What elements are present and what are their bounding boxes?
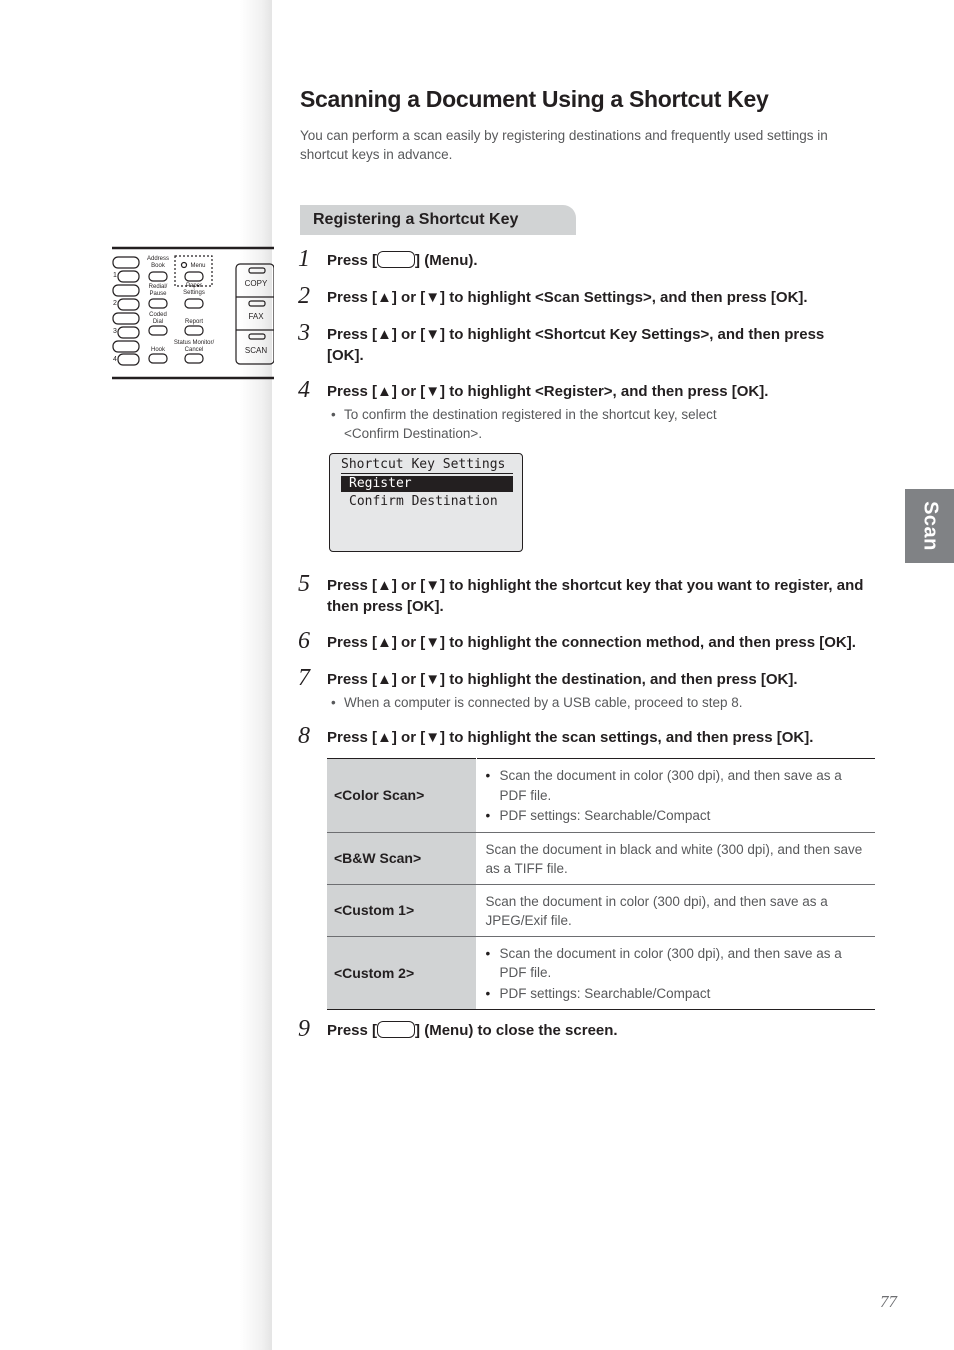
- step-text: Press [ ] (Menu).: [327, 252, 478, 269]
- lcd-screen: [329, 453, 523, 552]
- setting-label: <B&W Scan>: [327, 832, 476, 884]
- address-book-label-1: Address: [146, 256, 170, 262]
- report-label: Report: [184, 319, 204, 325]
- chapter-tab-scan[interactable]: Scan: [905, 489, 954, 563]
- page-title: Scanning a Document Using a Shortcut Key: [300, 86, 769, 112]
- menu-key-icon: [377, 251, 415, 268]
- setting-label: <Custom 2>: [327, 936, 476, 1010]
- paper-label-1: Paper: [185, 283, 203, 289]
- paper-settings-key: [185, 299, 203, 308]
- step-number: 1: [298, 246, 310, 272]
- intro-text: You can perform a scan easily by registering destinations and frequently used settings in shortcut keys in advance.: [300, 128, 828, 162]
- copy-key: [249, 268, 265, 273]
- setting-description: Scan the document in color (300 dpi), and then save as a JPEG/Exif file.: [476, 884, 875, 936]
- menu-key-icon: [377, 1021, 415, 1038]
- operation-panel-illustration: [112, 246, 274, 380]
- one-touch-label-2: 2: [113, 300, 117, 307]
- hook-key: [149, 354, 167, 363]
- step-number: 6: [298, 628, 310, 654]
- table-row: [327, 884, 875, 936]
- redial-label-1: Redial/: [148, 284, 168, 290]
- hook-label: Hook: [150, 347, 166, 353]
- step-text: Press [▲] or [▼] to highlight <Shortcut Key Settings>, and then press [OK].: [327, 326, 825, 364]
- table-row: [327, 936, 875, 1010]
- scan-key: [249, 334, 265, 339]
- list-item: • PDF settings: Searchable/Compact: [486, 984, 866, 1004]
- redial-label-2: Pause: [149, 291, 167, 297]
- step-text: Press [ ] (Menu) to close the screen.: [327, 1022, 618, 1039]
- step-text: Press [▲] or [▼] to highlight <Register>, and then press [OK].: [327, 383, 769, 400]
- menu-key: [185, 272, 203, 281]
- step-number: 8: [298, 723, 310, 749]
- one-touch-key-4b: [118, 354, 139, 365]
- report-key: [185, 326, 203, 335]
- setting-label: <Custom 1>: [327, 884, 476, 936]
- one-touch-key-1a: [113, 257, 139, 268]
- paper-label-2: Settings: [183, 290, 205, 296]
- lcd-selected-item: Register: [341, 476, 513, 492]
- list-item: • Scan the document in color (300 dpi), and then save as a PDF file.: [486, 766, 866, 805]
- status-label-2: Cancel: [184, 347, 204, 353]
- menu-indicator-icon: [182, 263, 187, 268]
- one-touch-label-1: 1: [113, 272, 117, 279]
- address-book-key: [149, 272, 167, 281]
- lcd-title: Shortcut Key Settings: [341, 457, 513, 474]
- one-touch-key-4a: [113, 341, 139, 352]
- step-number: 2: [298, 283, 310, 309]
- status-label-1: Status Monitor/: [173, 340, 215, 346]
- setting-label: <Color Scan>: [327, 759, 476, 833]
- step-text: Press [▲] or [▼] to highlight <Scan Settings>, and then press [OK].: [327, 289, 808, 306]
- scan-settings-table: [327, 758, 875, 1010]
- step-number: 5: [298, 571, 310, 597]
- redial-pause-key: [149, 299, 167, 308]
- one-touch-label-3: 3: [113, 328, 117, 335]
- list-item: • Scan the document in color (300 dpi), and then save as a PDF file.: [486, 944, 866, 983]
- copy-label: COPY: [244, 279, 268, 288]
- coded-label-2: Dial: [152, 319, 164, 325]
- list-item: • PDF settings: Searchable/Compact: [486, 806, 866, 826]
- one-touch-key-3b: [118, 327, 139, 338]
- page-number: 77: [880, 1292, 897, 1311]
- setting-description: [476, 759, 875, 833]
- coded-dial-key: [149, 326, 167, 335]
- section-heading: Registering a Shortcut Key: [300, 205, 576, 235]
- fax-key: [249, 301, 265, 306]
- page-gutter: [0, 0, 272, 1350]
- step-number: 3: [298, 320, 310, 346]
- step-note: • To confirm the destination registered in the shortcut key, select <Confirm Destination>.: [331, 407, 717, 441]
- step-text: Press [▲] or [▼] to highlight the destination, and then press [OK].: [327, 671, 798, 688]
- step-note: • When a computer is connected by a USB cable, proceed to step 8.: [331, 695, 743, 710]
- setting-description: [476, 936, 875, 1010]
- table-row: [327, 832, 875, 884]
- step-text: Press [▲] or [▼] to highlight the shortcut key that you want to register, and then press [OK].: [327, 577, 864, 615]
- one-touch-key-1b: [118, 271, 139, 282]
- status-monitor-cancel-key: [185, 354, 203, 363]
- one-touch-key-2a: [113, 285, 139, 296]
- menu-label: Menu: [190, 263, 206, 269]
- scan-label: SCAN: [244, 346, 268, 355]
- step-number: 4: [298, 377, 310, 403]
- one-touch-key-3a: [113, 313, 139, 324]
- table-row: [327, 759, 875, 833]
- lcd-option: Confirm Destination: [349, 494, 498, 509]
- step-text: Press [▲] or [▼] to highlight the scan settings, and then press [OK].: [327, 729, 814, 746]
- fax-label: FAX: [248, 312, 264, 321]
- step-text: Press [▲] or [▼] to highlight the connection method, and then press [OK].: [327, 634, 856, 651]
- setting-description: Scan the document in black and white (300 dpi), and then save as a TIFF file.: [476, 832, 875, 884]
- one-touch-label-4: 4: [113, 356, 117, 363]
- coded-label-1: Coded: [149, 312, 167, 318]
- one-touch-key-2b: [118, 299, 139, 310]
- address-book-label-2: Book: [151, 263, 165, 269]
- step-number: 9: [298, 1016, 310, 1042]
- step-number: 7: [298, 665, 310, 691]
